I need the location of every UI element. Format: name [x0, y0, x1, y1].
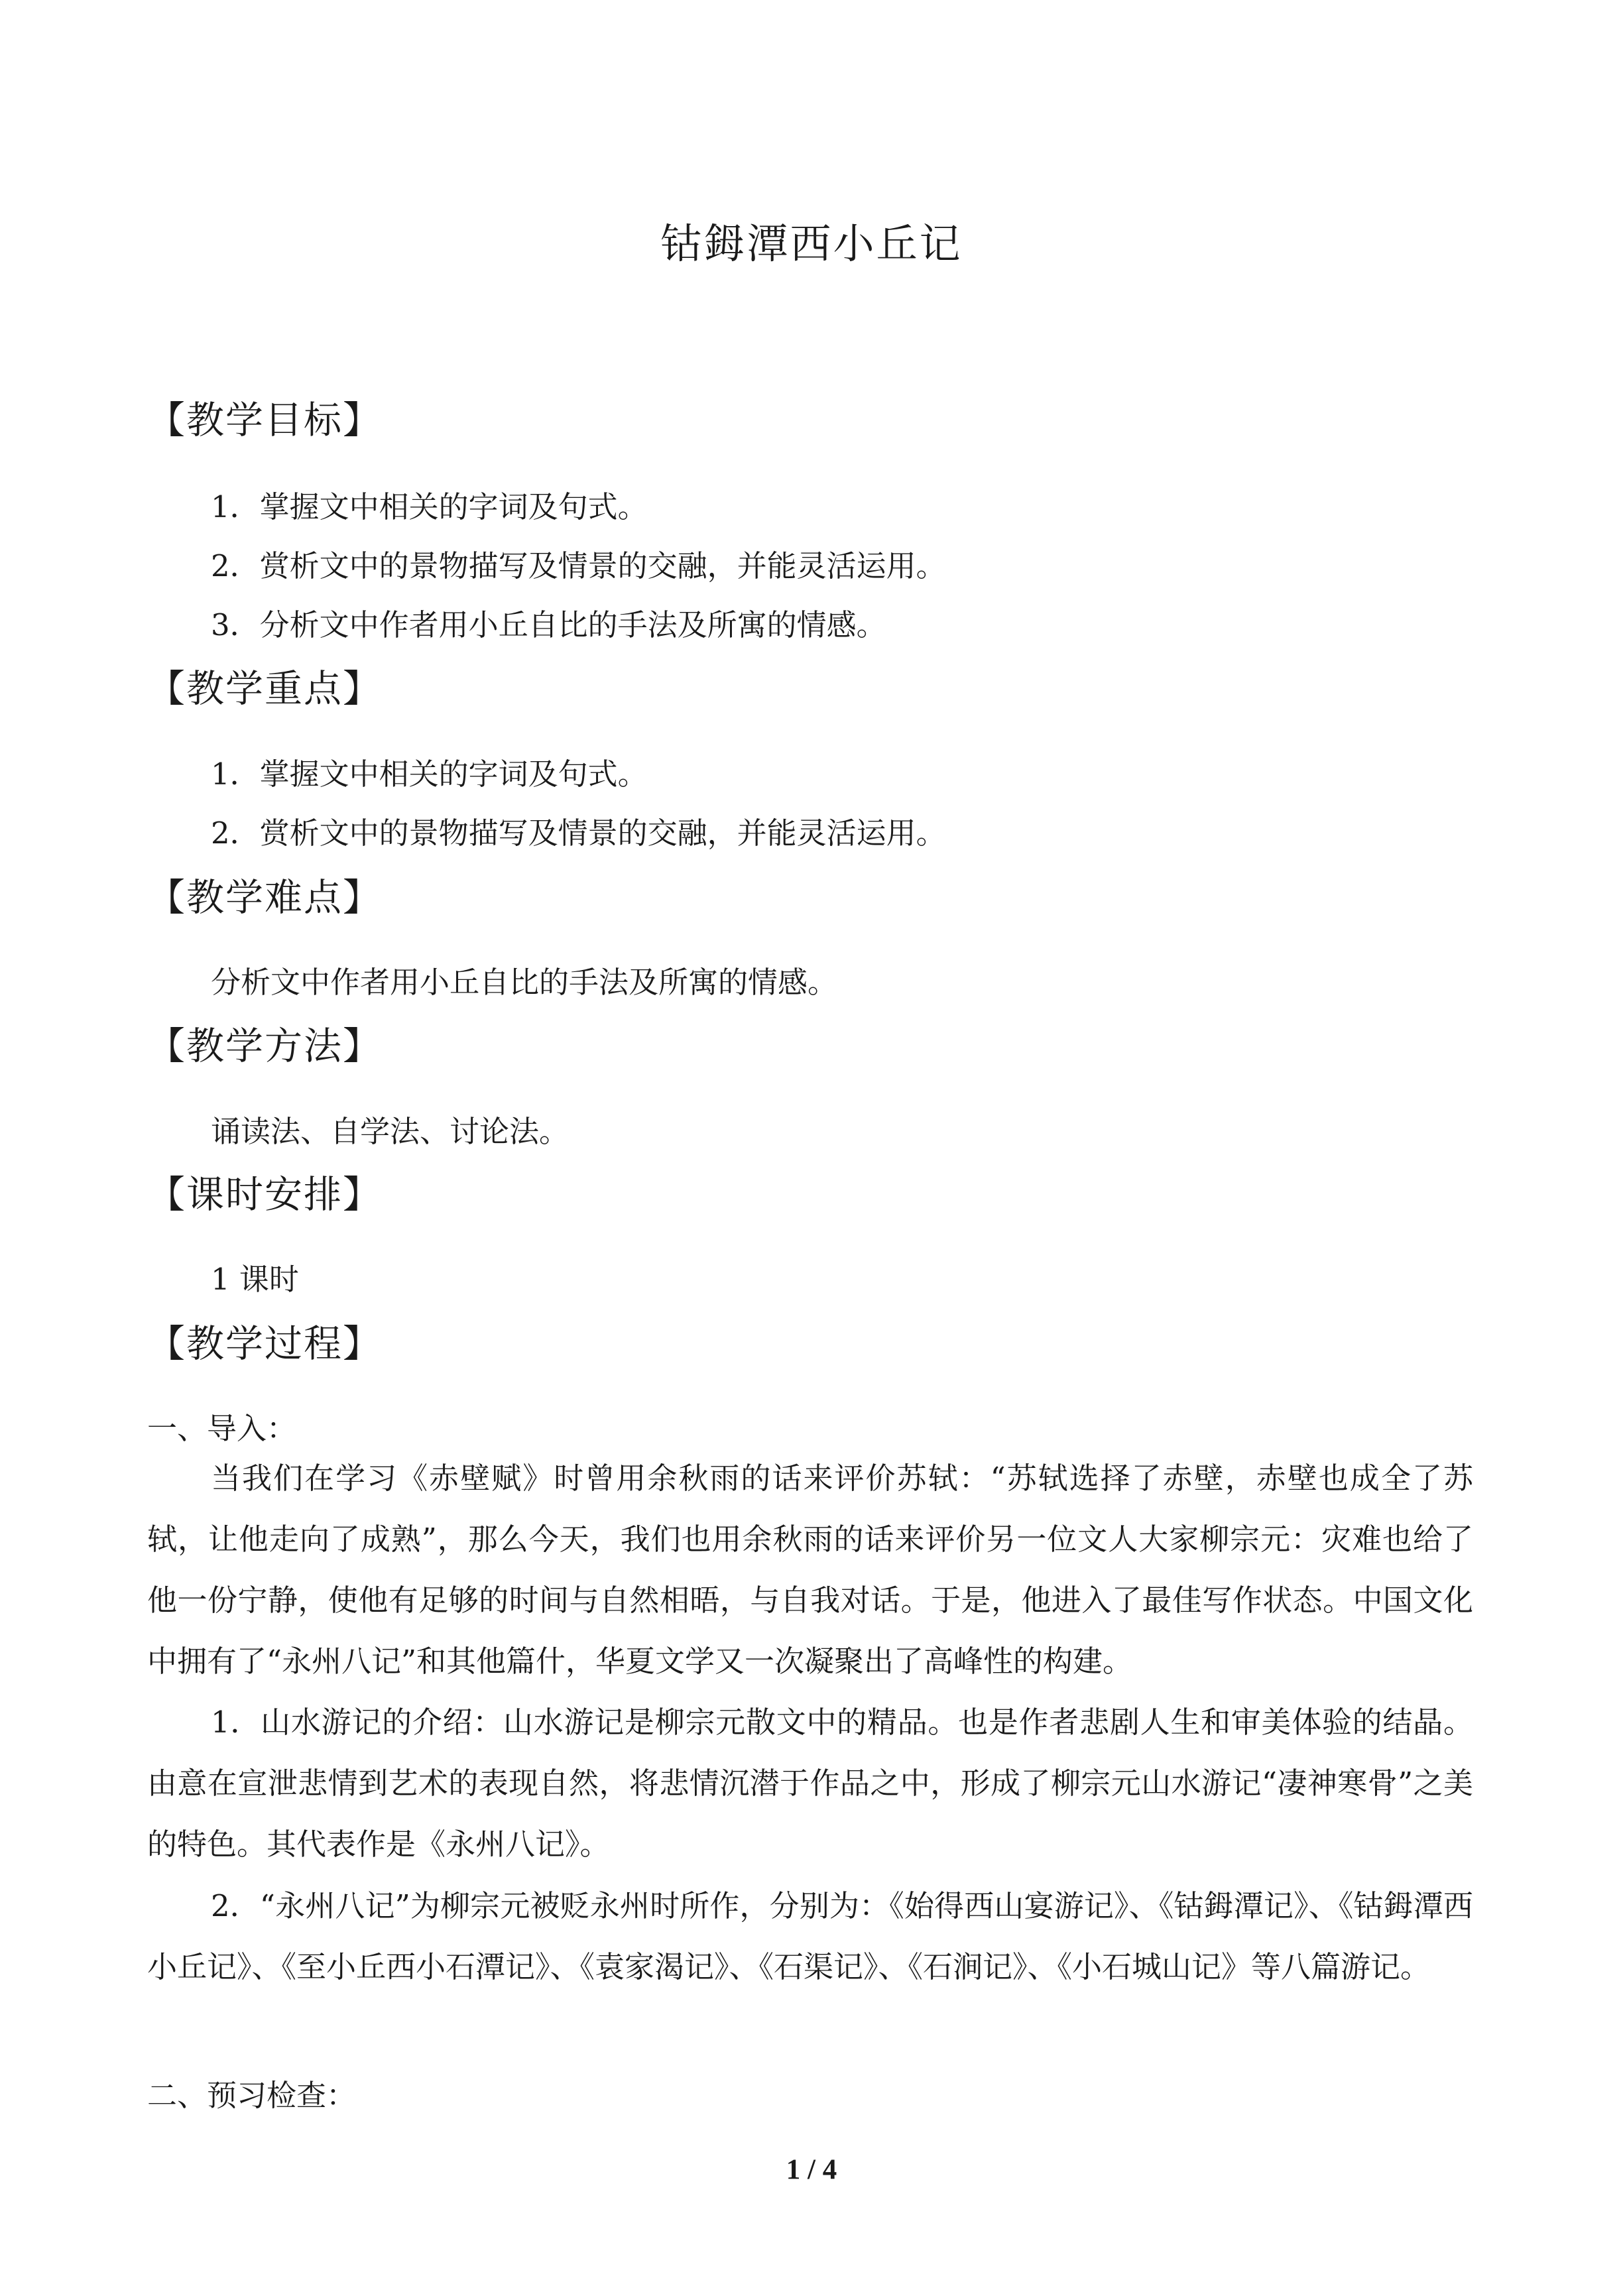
schedule-text: 1 课时 [211, 1262, 299, 1297]
goal-item-3: 3．分析文中作者用小丘自比的手法及所寓的情感。 [211, 607, 886, 642]
heading-methods: 【教学方法】 [147, 1024, 382, 1068]
key-point-item-2: 2．赏析文中的景物描写及情景的交融，并能灵活运用。 [211, 816, 946, 851]
goal-item-1: 1．掌握文中相关的字词及句式。 [211, 489, 648, 524]
document-title: 钴鉧潭西小丘记 [660, 219, 963, 268]
step-2-label: 二、预习检查： [147, 2078, 357, 2113]
heading-key-points: 【教学重点】 [147, 667, 382, 711]
goal-item-2: 2．赏析文中的景物描写及情景的交融，并能灵活运用。 [211, 548, 946, 583]
heading-process: 【教学过程】 [147, 1322, 382, 1366]
heading-difficulties: 【教学难点】 [147, 876, 382, 920]
key-point-item-1: 1．掌握文中相关的字词及句式。 [211, 756, 648, 792]
difficulty-text: 分析文中作者用小丘自比的手法及所寓的情感。 [211, 965, 838, 1000]
travel-notes-paragraph: 1．山水游记的介绍：山水游记是柳宗元散文中的精品。也是作者悲剧人生和审美体验的结晶。由意在宣泄悲情到艺术的表现自然，将悲情沉潜于作品之中，形成了柳宗元山水游记“凄神寒骨”之美的特色。其代表作是《永州八记》。 [147, 1705, 1473, 1862]
yongzhou-eight-paragraph: 2．“永州八记”为柳宗元被贬永州时所作，分别为：《始得西山宴游记》、《钴鉧潭记》、《钴鉧潭西小丘记》、《至小丘西小石潭记》、《袁家渴记》、《石渠记》、《石涧记》、《小石城山记》等八篇游记。 [147, 1888, 1473, 1984]
page-number: 1 / 4 [786, 2154, 837, 2185]
heading-teaching-goals: 【教学目标】 [147, 398, 382, 442]
step-1-label: 一、导入： [147, 1411, 297, 1446]
methods-text: 诵读法、自学法、讨论法。 [211, 1114, 570, 1149]
intro-paragraph: 当我们在学习《赤壁赋》时曾用余秋雨的话来评价苏轼：“苏轼选择了赤壁，赤壁也成全了苏轼，让他走向了成熟”，那么今天，我们也用余秋雨的话来评价另一位文人大家柳宗元：灾难也给了他一份宁静，使他有足够的时间与自然相晤，与自我对话。于是，他进入了最佳写作状态。中国文化中拥有了“永州八记”和其他篇什，华夏文学又一次凝聚出了高峰性的构建。 [147, 1461, 1473, 1679]
heading-schedule: 【课时安排】 [147, 1173, 382, 1217]
